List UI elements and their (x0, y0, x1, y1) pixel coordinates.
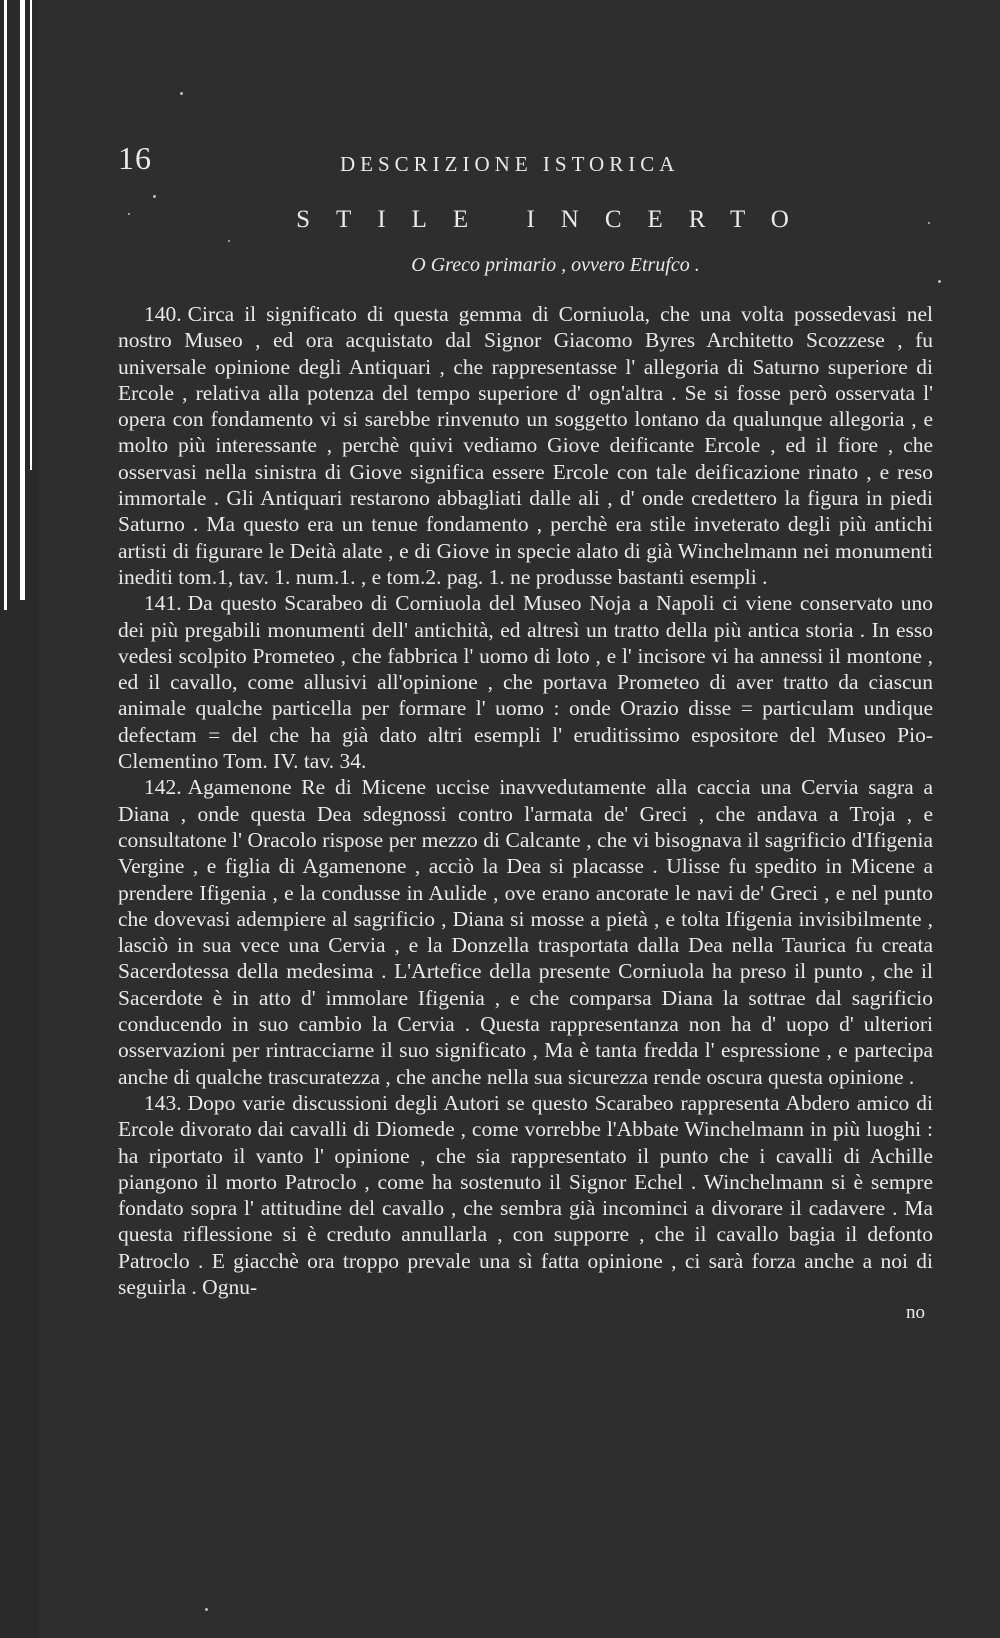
paragraph-text: Circa il significato di questa gemma di Corniuola, che una volta possedevasi nel nostro Museo , ed ora acquistato dal Signor Giacomo Byres Architetto Scozzese , fu universale opinione degli Antiquari , che rappresentasse l' allegoria di Saturno superiore di Ercole , relativa alla potenza del tempo superiore d' ogn'altra . Se si fosse però osservata l' opera con fondamento vi si sarebbe rinvenuto un soggetto lontano da qualunque allegoria , e molto più interessante , perchè quivi vediamo Giove deificante Ercole , ed il fiore , che osservasi nella sinistra di Giove significa essere Ercole con tale deificazione rinato , e reso immortale . Gli Antiquari restarono abbagliati dalle ali , d' onde credettero la figura in piedi Saturno . Ma questo era un tenue fondamento , perchè era stile inveterato degli più antichi artisti di figurare le Deità alate , e di Giove in specie alato di già Winchelmann nei monumenti inediti tom.1, tav. 1. num.1. , e tom.2. pag. 1. ne produsse bastanti esempli . (118, 302, 933, 589)
paragraph-text: Dopo varie discussioni degli Autori se questo Scarabeo rappresenta Abdero amico di Ercole divorato dai cavalli di Diomede , come vorrebbe l'Abbate Winchelmann in più luoghi : ha riportato il vanto l' opinione , che sia rappresentato il punto che i cavalli di Achille piangono il morto Patroclo , come ha sostenuto il Signor Echel . Winchelmann si è sempre fondato sopra l' attitudine del cavallo , che sembra già incominci a divorare il cadavere . Ma questa riflessione si è creduto annullarla , con supporre , che il cavallo bagia il defonto Patroclo . E giacchè ora troppo prevale una sì fatta opinione , ci sarà forza anche a noi di seguirla . Ognu- (118, 1090, 933, 1299)
paragraph-number: 142. (144, 775, 182, 800)
print-speck (938, 280, 941, 283)
paragraph-143 (118, 1090, 933, 1300)
paragraph-141 (118, 590, 933, 774)
paragraph-number: 143. (144, 1090, 182, 1115)
paragraph-text: Agamenone Re di Micene uccise inavvedutamente alla caccia una Cervia sagra a Diana , onde questa Dea sdegnossi contro l'armata de' Greci , che andava a Troja , e consultatone l' Oracolo rispose per mezzo di Calcante , che vi bisognava il sagrificio d'Ifigenia Vergine , e figlia di Agamenone , acciò la Dea si placasse . Ulisse fu spedito in Micene a prendere Ifigenia , e la condusse in Aulide , ove erano ancorate le navi de' Greci , e nel punto che dovevasi adempiere al sagrificio , Diana si mosse a pietà , e tolta Ifigenia invisibilmente , lasciò in sua vece una Cervia , e la Donzella trasportata dalla Dea nella Taurica fu creata Sacerdotessa della medesima . L'Artefice della presente Corniuola ha preso il punto , che il Sacerdote è in atto d' immolare Ifigenia , e che comparsa Diana la sottrae dal sagrificio conducendo in suo cambio la Cervia . Questa rappresentanza non ha d' uopo d' ulteriori osservazioni per rintracciarne il suo significato , Ma è tanta fredda l' espressione , e partecipa anche di qualche trascuratezza , che anche nella sua sicurezza rende oscura questa opinione . (118, 775, 933, 1089)
document-page (118, 140, 933, 1324)
body-text (118, 301, 933, 1300)
catchword: no (906, 1302, 925, 1324)
page-number: 16 (118, 140, 152, 176)
running-title: DESCRIZIONE ISTORICA (340, 152, 680, 176)
print-speck (205, 1608, 208, 1611)
paragraph-140 (118, 301, 933, 590)
section-title: STILE INCERTO (296, 206, 815, 233)
paragraph-number: 141. (144, 591, 182, 616)
binding-line (4, 0, 7, 610)
paragraph-text: Da questo Scarabeo di Corniuola del Museo Noja a Napoli ci viene conservato uno dei più pregabili monumenti dell' antichità, ed altresì un tratto della più antica storia . In esso vedesi scolpito Prometeo , che fabbrica l' uomo di loto , e l' incisore vi ha annessi il montone , ed il cavallo, come allusivi all'opinione , che portava Prometeo di aver tratto da ciascun animale qualche particella per formare l' uomo : onde Orazio disse = particulam undique defectam = del che ha già dato altri esempli l' eruditissimo espositore del Museo Pio-Clementino Tom. IV. tav. 34. (118, 591, 933, 774)
section-subtitle: O Greco primario , ovvero Etrufco . (411, 254, 700, 276)
print-speck (180, 92, 183, 95)
binding-line (30, 0, 32, 470)
paragraph-number: 140. (144, 302, 182, 326)
binding-edge (0, 0, 38, 1638)
running-head (118, 140, 933, 190)
paragraph-142 (118, 774, 933, 1090)
binding-line (20, 0, 25, 600)
